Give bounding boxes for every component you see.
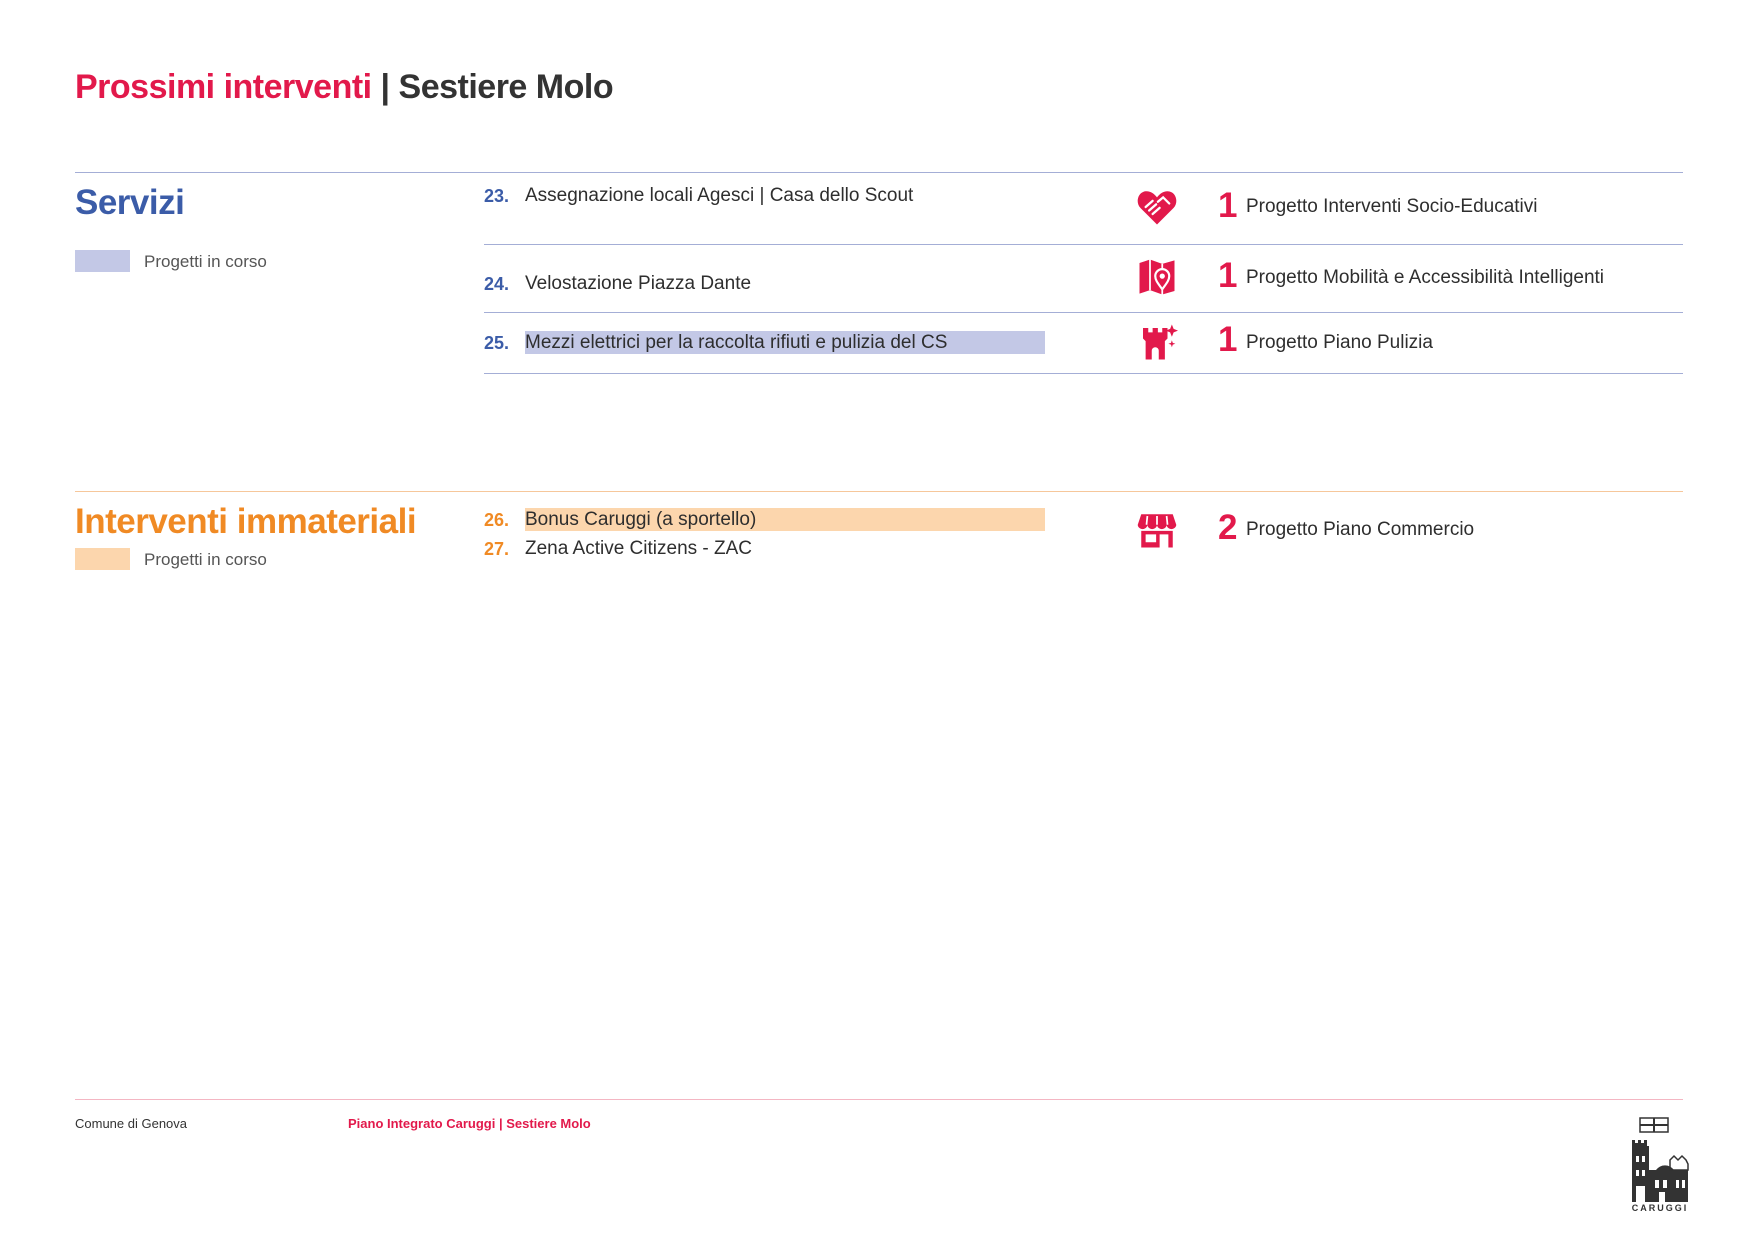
- project-number-24: 24.: [484, 274, 510, 294]
- title-sestiere: Sestiere Molo: [398, 68, 614, 106]
- program-count-commercio: 2: [1218, 508, 1238, 547]
- immateriali-legend-swatch: [75, 548, 130, 570]
- project-title-27: Zena Active Citizens - ZAC: [525, 538, 753, 559]
- program-count-pulizia: 1: [1218, 320, 1238, 359]
- project-title-24: Velostazione Piazza Dante: [525, 273, 752, 294]
- title-main: Prossimi interventi: [75, 68, 372, 106]
- map-pin-icon: [1136, 256, 1178, 298]
- program-count-socio-educativi: 1: [1218, 186, 1238, 225]
- servizi-section-title: Servizi: [75, 183, 185, 222]
- page-title: [75, 68, 613, 107]
- program-label-mobilita: Progetto Mobilità e Accessibilità Intelligenti: [1246, 267, 1605, 288]
- program-label-socio-educativi: Progetto Interventi Socio-Educativi: [1246, 196, 1538, 217]
- immateriali-top-divider: [75, 491, 1683, 492]
- program-count-mobilita: 1: [1218, 256, 1238, 295]
- project-title-26: Bonus Caruggi (a sportello): [525, 509, 757, 530]
- project-title-23: Assegnazione locali Agesci | Casa dello Scout: [525, 185, 914, 206]
- servizi-top-divider: [75, 172, 1683, 173]
- servizi-legend-label: Progetti in corso: [144, 252, 267, 271]
- row-divider: [484, 244, 1683, 245]
- project-number-26: 26.: [484, 510, 510, 530]
- project-number-23: 23.: [484, 186, 510, 206]
- heart-handshake-icon: [1136, 186, 1178, 228]
- row-divider: [484, 312, 1683, 313]
- shop-icon: [1136, 509, 1178, 551]
- footer-document-title: Piano Integrato Caruggi | Sestiere Molo: [348, 1116, 591, 1131]
- footer-organization: Comune di Genova: [75, 1116, 188, 1131]
- immateriali-legend-label: Progetti in corso: [144, 550, 267, 569]
- logo-wordmark: CARUGGI: [1631, 1203, 1689, 1213]
- servizi-bottom-divider: [484, 373, 1683, 374]
- footer-divider: [75, 1099, 1683, 1100]
- program-label-commercio: Progetto Piano Commercio: [1246, 519, 1475, 540]
- immateriali-section-title: Interventi immateriali: [75, 502, 417, 541]
- program-label-pulizia: Progetto Piano Pulizia: [1246, 332, 1433, 353]
- project-title-25: Mezzi elettrici per la raccolta rifiuti e pulizia del CS: [525, 332, 948, 353]
- servizi-legend-swatch: [75, 250, 130, 272]
- title-separator: |: [371, 68, 399, 106]
- project-number-25: 25.: [484, 333, 510, 353]
- project-number-27: 27.: [484, 539, 510, 559]
- tower-sparkle-icon: [1136, 321, 1178, 363]
